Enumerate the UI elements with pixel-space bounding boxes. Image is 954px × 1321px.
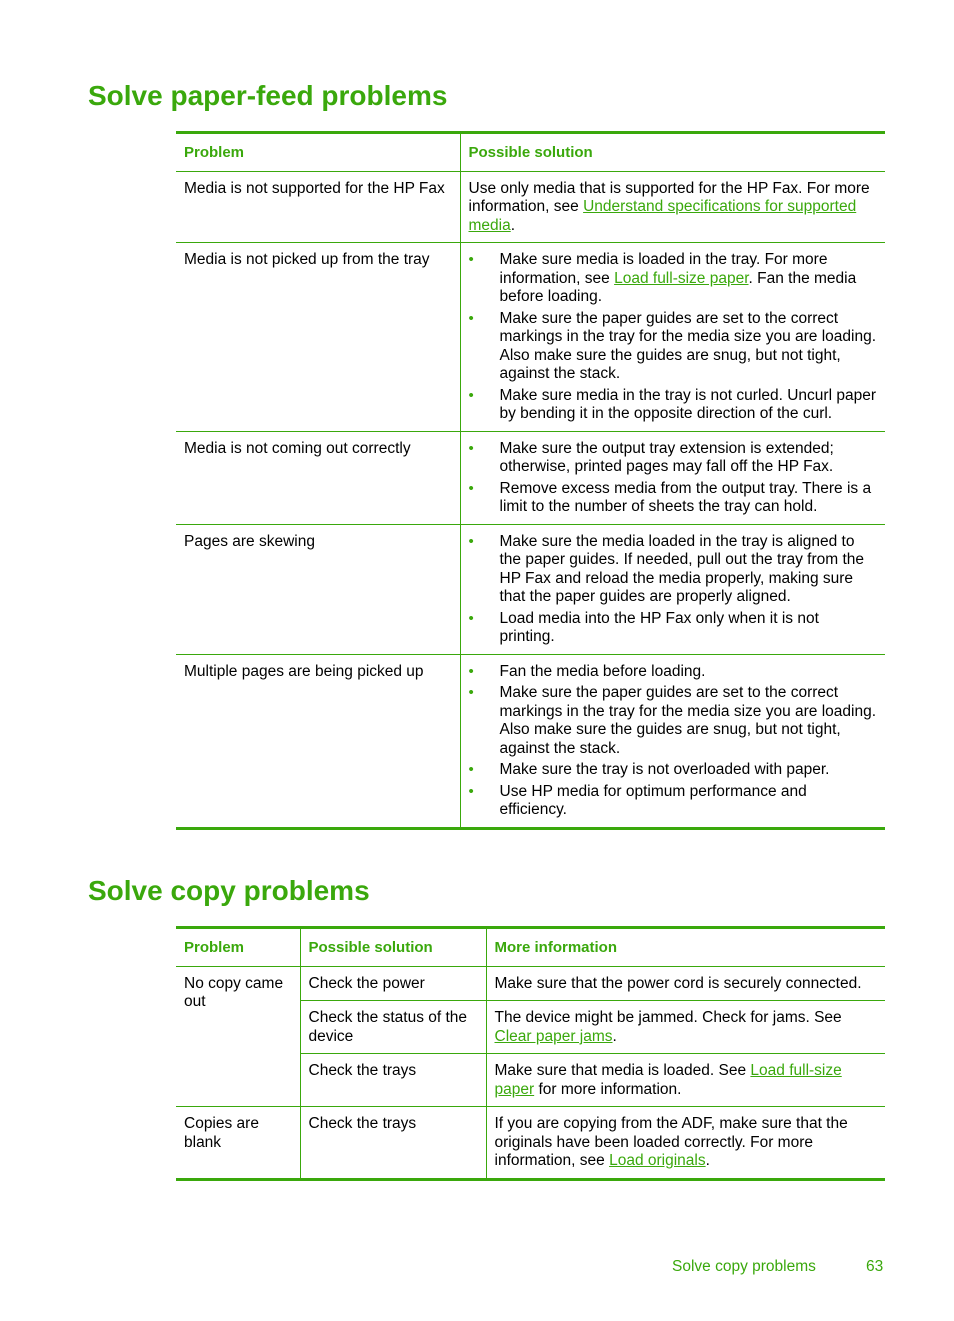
- table-row: [176, 966, 885, 1001]
- bullet-list: [469, 251, 878, 424]
- header-more-information: More information: [486, 928, 885, 967]
- header-problem: Problem: [176, 928, 300, 967]
- list-item: • Remove excess media from the output tray. There is a limit to the number of sheets the tray can hold.: [469, 480, 878, 517]
- section-title-paper-feed: Solve paper-feed problems: [88, 80, 448, 111]
- list-item: • Make sure the tray is not overloaded with paper.: [469, 761, 878, 780]
- solution-cell: Check the trays: [300, 1054, 486, 1107]
- paper-feed-table: [176, 131, 885, 830]
- table-row: [176, 431, 885, 524]
- table-row: [176, 1107, 885, 1180]
- page-number: 63: [866, 1258, 884, 1275]
- header-problem: Problem: [176, 133, 460, 172]
- list-item: • Make sure media is loaded in the tray. For more information, see Load full-size paper. Fan the media before loading.: [469, 251, 878, 307]
- table-header-row: [176, 928, 885, 967]
- info-cell: Make sure that the power cord is securely connected.: [486, 966, 885, 1001]
- info-cell: Make sure that media is loaded. See Load full-size paper for more information.: [486, 1054, 885, 1107]
- list-item: • Fan the media before loading.: [469, 663, 878, 682]
- info-cell: The device might be jammed. Check for jams. See Clear paper jams.: [486, 1001, 885, 1054]
- bullet-list: [469, 663, 878, 820]
- list-item: • Make sure the paper guides are set to the correct markings in the tray for the media size you are loading. Also make sure the guides are snug, but not tight, against the stack.: [469, 310, 878, 384]
- list-item: • Make sure the output tray extension is extended; otherwise, printed pages may fall off the HP Fax.: [469, 440, 878, 477]
- solution-cell: Use only media that is supported for the HP Fax. For more information, see Understand specifications for supported media.: [460, 171, 885, 243]
- bullet-list: [469, 533, 878, 647]
- list-item: • Use HP media for optimum performance and efficiency.: [469, 783, 878, 820]
- problem-cell: No copy came out: [176, 966, 300, 1107]
- solution-cell: [460, 243, 885, 432]
- bullet-list: [469, 440, 878, 517]
- list-item: • Make sure media in the tray is not curled. Uncurl paper by bending it in the opposite direction of the curl.: [469, 387, 878, 424]
- solution-cell: [460, 524, 885, 654]
- problem-cell: Pages are skewing: [176, 524, 460, 654]
- problem-cell: Media is not coming out correctly: [176, 431, 460, 524]
- section-title-copy: Solve copy problems: [88, 875, 370, 906]
- link-understand-specifications[interactable]: Understand specifications for supported media: [468, 198, 857, 234]
- list-item: • Make sure the paper guides are set to the correct markings in the tray for the media size you are loading. Also make sure the guides are snug, but not tight, against the stack.: [469, 684, 878, 758]
- header-possible-solution: Possible solution: [460, 133, 885, 172]
- link-clear-paper-jams[interactable]: Clear paper jams: [494, 1027, 613, 1045]
- link-load-originals[interactable]: Load originals: [609, 1152, 706, 1169]
- footer-section-title: Solve copy problems: [672, 1258, 816, 1275]
- problem-cell: Copies are blank: [184, 1115, 259, 1151]
- link-load-full-size-paper[interactable]: Load full-size paper: [494, 1062, 842, 1098]
- solution-cell: [460, 654, 885, 828]
- list-item: • Make sure the media loaded in the tray is aligned to the paper guides. If needed, pull out the tray from the HP Fax and reload the media properly, making sure that the paper guides are properly aligned.: [469, 533, 878, 607]
- table-row: [176, 171, 885, 243]
- solution-cell: [460, 431, 885, 524]
- header-possible-solution: Possible solution: [300, 928, 486, 967]
- list-item: • Load media into the HP Fax only when it is not printing.: [469, 610, 878, 647]
- info-cell: If you are copying from the ADF, make sure that the originals have been loaded correctly. For more information, see Load originals.: [486, 1107, 885, 1180]
- table-header-row: [176, 133, 885, 172]
- solution-cell: Check the power: [300, 966, 486, 1001]
- problem-cell: Media is not supported for the HP Fax: [176, 171, 460, 243]
- problem-cell: Multiple pages are being picked up: [184, 662, 424, 680]
- problem-cell: Media is not picked up from the tray: [176, 243, 460, 432]
- table-row: [176, 524, 885, 654]
- copy-problems-table: [176, 926, 885, 1181]
- solution-cell: Check the status of the device: [300, 1001, 486, 1054]
- table-row: [176, 243, 885, 432]
- link-load-full-size-paper[interactable]: Load full-size paper: [614, 269, 749, 287]
- table-row: [176, 654, 885, 828]
- solution-cell: Check the trays: [300, 1107, 486, 1180]
